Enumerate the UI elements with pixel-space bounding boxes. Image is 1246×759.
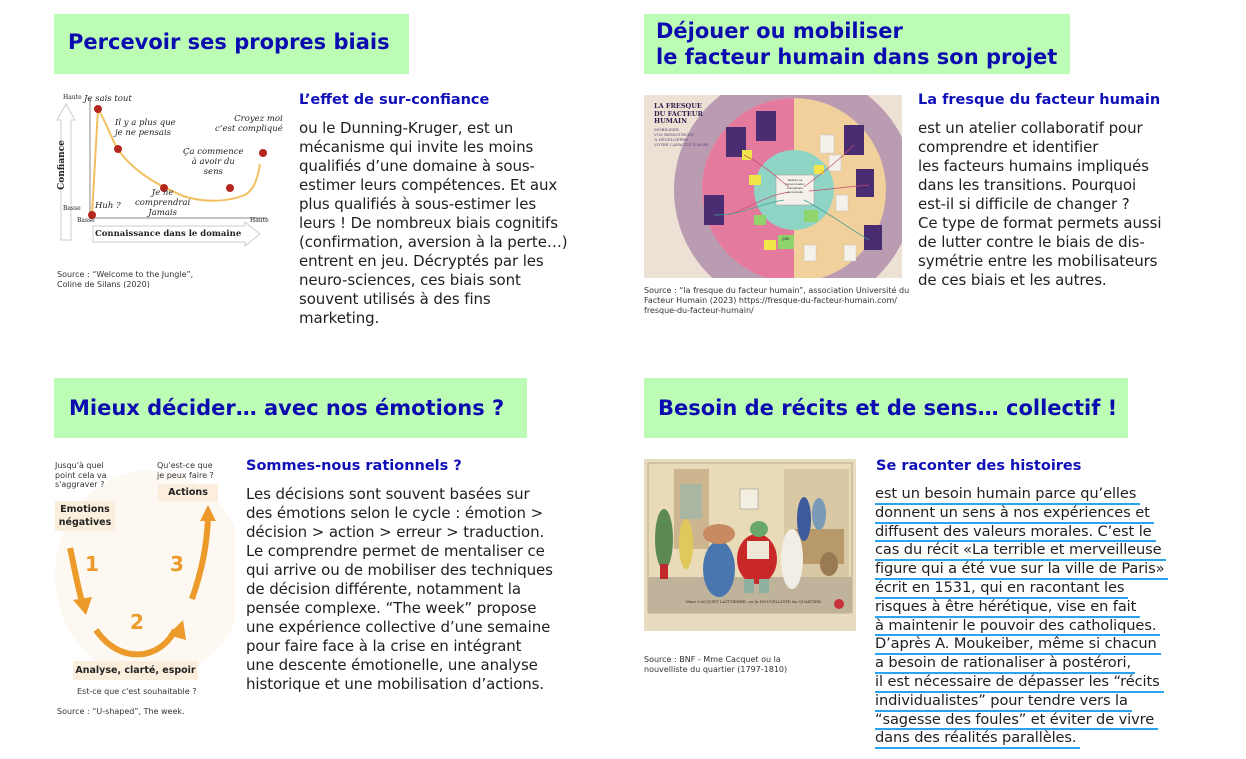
- body-line: “sagesse des foules” et éviter de vivre: [875, 712, 1158, 731]
- step-3: 3: [170, 552, 184, 576]
- section-2-title-line-1: Déjouer ou mobiliser: [656, 19, 903, 43]
- section-3-subtitle: Sommes-nous rationnels ?: [246, 458, 462, 474]
- curve-point-plus-que: [114, 145, 122, 153]
- point-label-huh: Huh ?: [95, 201, 121, 211]
- point-label-je-sais-tout: Je sais tout: [84, 94, 132, 104]
- question-1: Jusqu'à quel point cela va s'aggraver ?: [55, 461, 107, 489]
- section-4-caption: Source : BNF - Mme Cacquet ou la nouvelliste du quartier (1797-1810): [644, 655, 788, 674]
- point-label-croyez-moi: Croyez moi c’est compliqué: [215, 114, 283, 134]
- body-line: dans des réalités parallèles.: [875, 730, 1080, 749]
- u-shaped-figure: [50, 455, 235, 705]
- section-3-header: [54, 378, 527, 438]
- point-label-je-ne-comprendrai: Je ne comprendrai Jamais: [135, 188, 191, 218]
- fresque-image: [644, 95, 902, 278]
- fresque-poster-title: LA FRESQUE DU FACTEUR HUMAIN: [654, 102, 703, 125]
- step-1: 1: [85, 552, 99, 576]
- section-2-body: est un atelier collaboratif pour comprendre et identifier les facteurs humains impliqués dans les transitions. Pourquoi est-il si difficile de changer ? Ce type de format permets aussi de lutter contre le biais de dis- symétrie entre les mobilisateurs de ces biais et les autres.: [918, 119, 1162, 289]
- section-2-subtitle: La fresque du facteur humain: [918, 92, 1161, 108]
- section-1-body: ou le Dunning-Kruger, est un mécanisme qui invite les moins qualifiés d’une domaine à sous- estimer leurs compétences. Et aux plus qualifiés à sous-estimer les leurs ! De nombreux biais cognitifs (confirmation, aversion à la perte…) entrent en jeu. Décryptés par les neuro-sciences, ces biais sont souvent utilisés à des fins marketing.: [299, 119, 568, 327]
- point-label-plus-que: Il y a plus que je ne pensais: [115, 118, 176, 138]
- step-2: 2: [130, 610, 144, 634]
- box-analyse: Analyse, clarté, espoir: [73, 661, 198, 680]
- section-3-title: Mieux décider… avec nos émotions ?: [69, 396, 505, 420]
- body-line: diffusent des valeurs morales. C’est le: [875, 524, 1156, 543]
- body-line: donnent un sens à nos expériences et: [875, 505, 1154, 524]
- body-line: cas du récit «La terrible et merveilleuse: [875, 542, 1166, 561]
- fresque-sticky-joie: joie: [782, 236, 790, 241]
- box-actions: Actions: [158, 484, 218, 501]
- section-2-caption: Source : “la fresque du facteur humain”, association Université du Facteur Humain (2023) https://fresque-du-facteur-humain.com/ fresque-du-facteur-humain/: [644, 286, 910, 315]
- curve-point-croyez-moi: [259, 149, 267, 157]
- section-1-header: [54, 14, 409, 74]
- x-low-label: Basse: [77, 217, 95, 224]
- curve-point-je-sais-tout: [94, 105, 102, 113]
- question-2: Est-ce que c'est souhaitable ?: [77, 687, 197, 696]
- point-label-ca-commence: Ça commence à avoir du sens: [183, 147, 244, 177]
- question-3: Qu'est-ce que je peux faire ?: [157, 461, 214, 480]
- engraving-image: [644, 459, 856, 631]
- x-axis-label: Connaissance dans le domaine: [95, 229, 242, 239]
- box-emotions-negatives: Emotions négatives: [55, 501, 115, 531]
- y-high-label: Haute: [63, 94, 82, 101]
- section-4-header: [644, 378, 1128, 438]
- body-line: est un besoin humain parce qu’elles: [875, 486, 1140, 505]
- body-line: il est nécessaire de dépasser les “récits: [875, 674, 1164, 693]
- dunning-kruger-figure: [55, 90, 285, 250]
- fresque-center-note: Réduire sa consommation énergétique personnelle: [785, 178, 805, 194]
- body-line: risques à être hérétique, vise en fait: [875, 599, 1140, 618]
- section-3-caption: Source : “U-shaped”, The week.: [57, 707, 185, 716]
- body-line: individualistes” pour tendre vers la: [875, 693, 1132, 712]
- section-1-title: Percevoir ses propres biais: [68, 30, 390, 54]
- body-line: à maintenir le pouvoir des catholiques.: [875, 618, 1160, 637]
- section-3-body: Les décisions sont souvent basées sur des émotions selon le cycle : émotion > décision > action > erreur > traduction. Le comprendre permet de mentaliser ce qui arrive ou de mobiliser des techniques de décision différente, notamment la pensée complexe. “The week” propose une expérience collective d’une semaine pour faire face à la crise en intégrant une descente émotionelle, une analyse historique et une mobilisation d’actions.: [246, 485, 553, 693]
- curve-point-ca-commence: [226, 184, 234, 192]
- body-line: écrit en 1531, qui en racontant les: [875, 580, 1128, 599]
- engraving-graphic: [644, 459, 856, 631]
- section-4-subtitle: Se raconter des histoires: [876, 458, 1082, 474]
- section-1-subtitle: L’effet de sur-confiance: [299, 92, 490, 108]
- section-4-title: Besoin de récits et de sens… collectif !: [658, 396, 1118, 420]
- fresque-poster-subtitle: MOBILISER VOS RESSOURCES & DÉVELOPPER VOTRE CAPACITÉ D’AGIR: [654, 127, 708, 147]
- x-high-label: Haute: [250, 217, 269, 224]
- body-line: a besoin de rationaliser à postérori,: [875, 655, 1135, 674]
- section-4-body: [875, 486, 1205, 749]
- section-1-caption: Source : “Welcome to the Jungle”, Coline de Silans (2020): [57, 270, 194, 289]
- section-2-header: [644, 14, 1070, 74]
- y-axis-label: Confiance: [57, 140, 67, 190]
- y-low-label: Basse: [63, 205, 81, 212]
- engraving-caption: Mme CACQUET LAITTIERRE, ou la NOUVELLISTE du QUARTIER.: [685, 599, 823, 604]
- body-line: figure qui a été vue sur la ville de Paris»: [875, 561, 1168, 580]
- body-line: D’après A. Moukeiber, même si chacun: [875, 636, 1161, 655]
- section-2-title-line-2: le facteur humain dans son projet: [656, 45, 1058, 69]
